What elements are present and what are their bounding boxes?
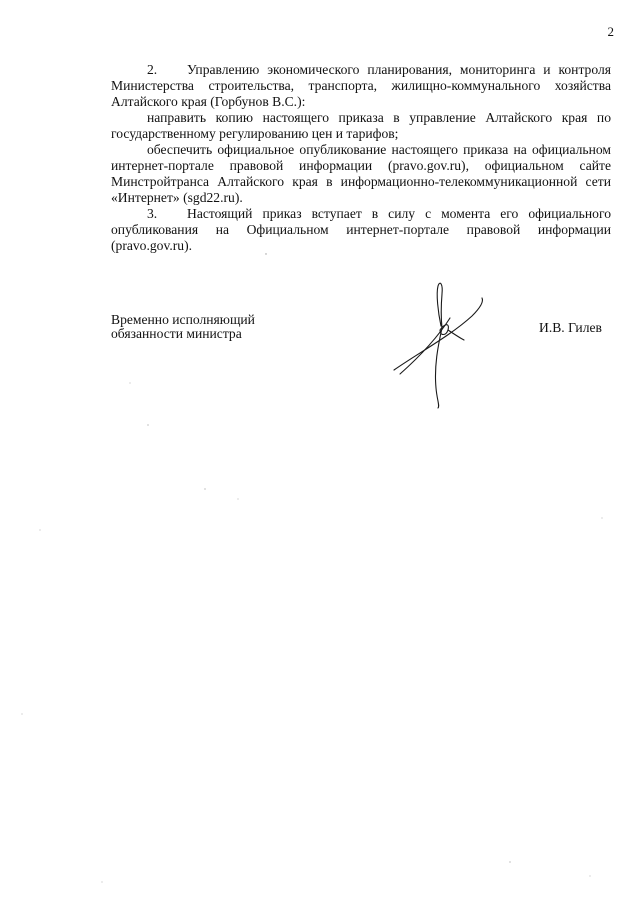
handwritten-signature [380, 278, 510, 413]
signer-position-line-2: обязанности министра [111, 326, 242, 341]
paragraph-2-item-a [111, 110, 611, 142]
paragraph-text: Настоящий приказ вступает в силу с момента его официального опубликования на Официальном интернет-портале правовой информации (pravo.gov.ru). [111, 206, 611, 253]
paragraph-text: обеспечить официальное опубликование настоящего приказа на официальном интернет-портале правовой информации (pravo.gov.ru), официальном сайте Минстройтранса Алтайского края в информационно-телекоммуникационной сети «Интернет» (sgd22.ru). [111, 142, 611, 205]
paragraph-2-item-b [111, 142, 611, 206]
document-body [111, 62, 611, 254]
paragraph-text: Управлению экономического планирования, мониторинга и контроля Министерства строительства, транспорта, жилищно-коммунального хозяйства Алтайского края (Горбунов В.С.): [111, 62, 611, 109]
paragraph-3 [111, 206, 611, 254]
paragraph-number: 3. [147, 206, 158, 221]
signer-position [111, 313, 255, 341]
paragraph-number: 2. [147, 62, 158, 77]
page-number: 2 [607, 24, 614, 39]
paragraph-text: направить копию настоящего приказа в управление Алтайского края по государственному регулированию цен и тарифов; [111, 110, 611, 141]
paragraph-2 [111, 62, 611, 110]
signer-name: И.В. Гилев [539, 320, 602, 335]
signer-position-line-1: Временно исполняющий [111, 312, 255, 327]
